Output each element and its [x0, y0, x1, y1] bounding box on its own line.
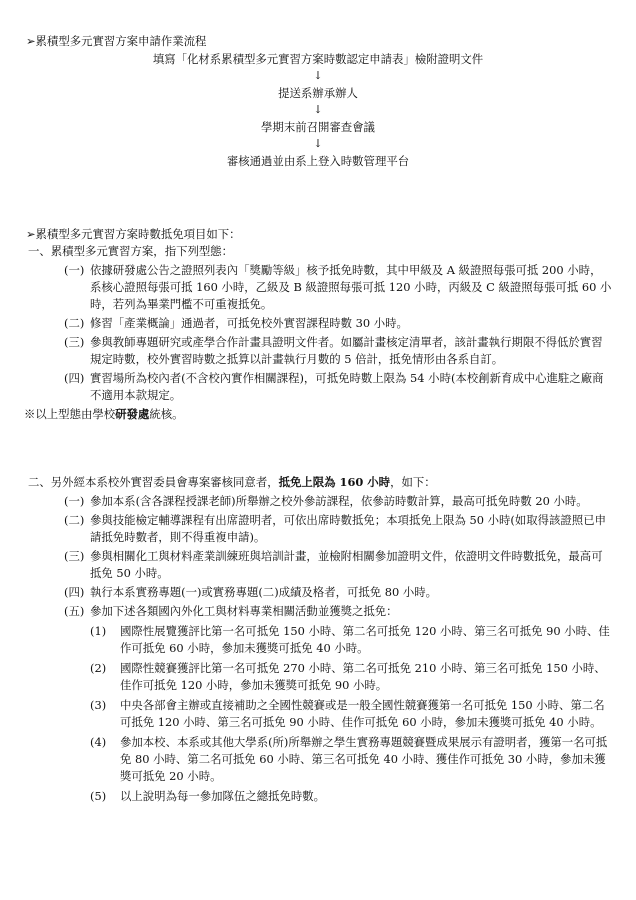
flow-step-1: 填寫「化材系累積型多元實習方案時數認定申請表」檢附證明文件 — [152, 52, 484, 66]
section-1-note — [24, 406, 612, 423]
subitem-number: (2) — [90, 661, 107, 675]
note-emphasis: 研發處 — [115, 407, 150, 421]
subitem-text: 國際性競賽獲評比第一名可抵免 270 小時、第二名可抵免 210 小時、第三名可抵免 150 小時、佳作可抵免 120 小時，參加未獲獎可抵免 90 小時。 — [120, 661, 606, 692]
section-1-title: 一、累積型多元實習方案，指下列型態： — [28, 244, 234, 258]
item-number: (一) — [64, 494, 85, 508]
subitem-number: (3) — [90, 698, 107, 712]
down-arrow-icon: ↓ — [313, 103, 323, 116]
note-suffix: 統核。 — [149, 407, 184, 421]
item-text: 執行本系實務專題(一)或實務專題(二)成績及格者，可抵免 80 小時。 — [90, 585, 438, 599]
item-number: (一) — [64, 263, 85, 277]
subitem-text: 中央各部會主辦或直接補助之全國性競賽或是一般全國性競賽獲第一名可抵免 150 小時、第二名可抵免 120 小時、第三名可抵免 90 小時、佳作可抵免 60 小時，參加未獲獎可抵免 40 小時。 — [120, 698, 605, 729]
subitem-text: 參加本校、本系或其他大學系(所)所舉辦之學生實務專題競賽暨成果展示有證明者，獲第一名可抵免 80 小時、第二名可抵免 60 小時、第三名可抵免 40 小時、獲佳作可抵免 30 小時，參加未獲獎可抵免 20 小時。 — [120, 735, 608, 783]
section-2-item-1 — [64, 493, 612, 510]
item-text: 參加下述各類國內外化工與材料專業相關活動並獲獎之抵免： — [90, 604, 398, 618]
subitem-number: (4) — [90, 735, 107, 749]
section-2-subitem-2 — [90, 660, 612, 694]
items-heading: ➢累積型多元實習方案時數抵免項目如下： — [26, 227, 241, 241]
note-prefix: ※以上型態由學校 — [24, 407, 116, 421]
section-2-subitem-4 — [90, 734, 612, 785]
subitem-text: 以上說明為每一參加隊伍之總抵免時數。 — [120, 789, 326, 803]
section-1-item-1 — [64, 262, 612, 313]
process-flowchart — [0, 50, 636, 170]
section-2-item-3 — [64, 548, 612, 582]
subitem-text: 國際性展覽獲評比第一名可抵免 150 小時、第二名可抵免 120 小時、第三名可抵免 90 小時、佳作可抵免 60 小時，參加未獲獎可抵免 40 小時。 — [120, 624, 610, 655]
section-2-item-4 — [64, 584, 612, 601]
down-arrow-icon: ↓ — [313, 137, 323, 150]
section-2-subitem-1 — [90, 623, 612, 657]
section-2-item-5 — [64, 603, 612, 620]
section-2 — [28, 474, 612, 805]
title-prefix: 二、另外經本系校外實習委員會專案審核同意者， — [28, 475, 279, 489]
section-2-item-2 — [64, 512, 612, 546]
down-arrow-icon: ↓ — [313, 69, 323, 82]
item-number: (五) — [64, 604, 85, 618]
item-text: 參與相關化工與材料產業訓練班與培訓計畫，並檢附相關參加證明文件，依證明文件時數抵免，最高可抵免 50 小時。 — [90, 549, 603, 580]
item-text: 參加本系(含各課程授課老師)所舉辦之校外參訪課程，依參訪時數計算，最高可抵免時數 20 小時。 — [90, 494, 588, 508]
section-2-subitem-3 — [90, 697, 612, 731]
item-text: 依據研發處公告之證照列表內「獎勵等級」核予抵免時數，其中甲級及 A 級證照每張可抵 200 小時，系核心證照每張可抵 160 小時，乙級及 B 級證照每張可抵 120 小時，丙級及 C 級證照每張可抵 60 小時，若列為畢業門檻不可重複抵免。 — [90, 263, 612, 311]
item-text: 參與技能檢定輔導課程有出席證明者，可依出席時數抵免；本項抵免上限為 50 小時(如取得該證照已申請抵免時數者，則不得重複申請)。 — [90, 513, 606, 544]
title-emphasis: 抵免上限為 160 小時 — [278, 475, 391, 489]
flow-step-3: 學期末前召開審查會議 — [261, 120, 375, 134]
process-heading: ➢累積型多元實習方案申請作業流程 — [26, 34, 207, 48]
item-text: 修習「產業概論」通過者，可抵免校外實習課程時數 30 小時。 — [90, 316, 408, 330]
item-text: 實習場所為校內者(不含校內實作相關課程)，可抵免時數上限為 54 小時(本校創新育成中心進駐之廠商不適用本款規定。 — [90, 371, 604, 402]
subitem-number: (1) — [90, 624, 107, 638]
item-number: (三) — [64, 549, 85, 563]
section-1-item-3 — [64, 334, 612, 368]
section-1-item-2 — [64, 315, 612, 332]
item-number: (四) — [64, 585, 85, 599]
section-1-item-4 — [64, 370, 612, 404]
subitem-number: (5) — [90, 789, 107, 803]
section-1 — [24, 243, 612, 423]
section-2-title — [28, 474, 612, 491]
item-number: (二) — [64, 316, 85, 330]
item-number: (三) — [64, 335, 85, 349]
flow-step-2: 提送系辦承辦人 — [278, 86, 358, 100]
section-2-subitem-5 — [90, 788, 612, 805]
item-text: 參與教師專題研究或產學合作計畫具證明文件者。如屬計畫核定清單者，該計畫執行期限不得低於實習規定時數，校外實習時數之抵算以計畫執行月數的 5 倍計，抵免情形由各系自訂。 — [90, 335, 603, 366]
item-number: (二) — [64, 513, 85, 527]
title-suffix: ，如下： — [390, 475, 436, 489]
item-number: (四) — [64, 371, 85, 385]
flow-step-4: 審核通過並由系上登入時數管理平台 — [226, 154, 410, 168]
